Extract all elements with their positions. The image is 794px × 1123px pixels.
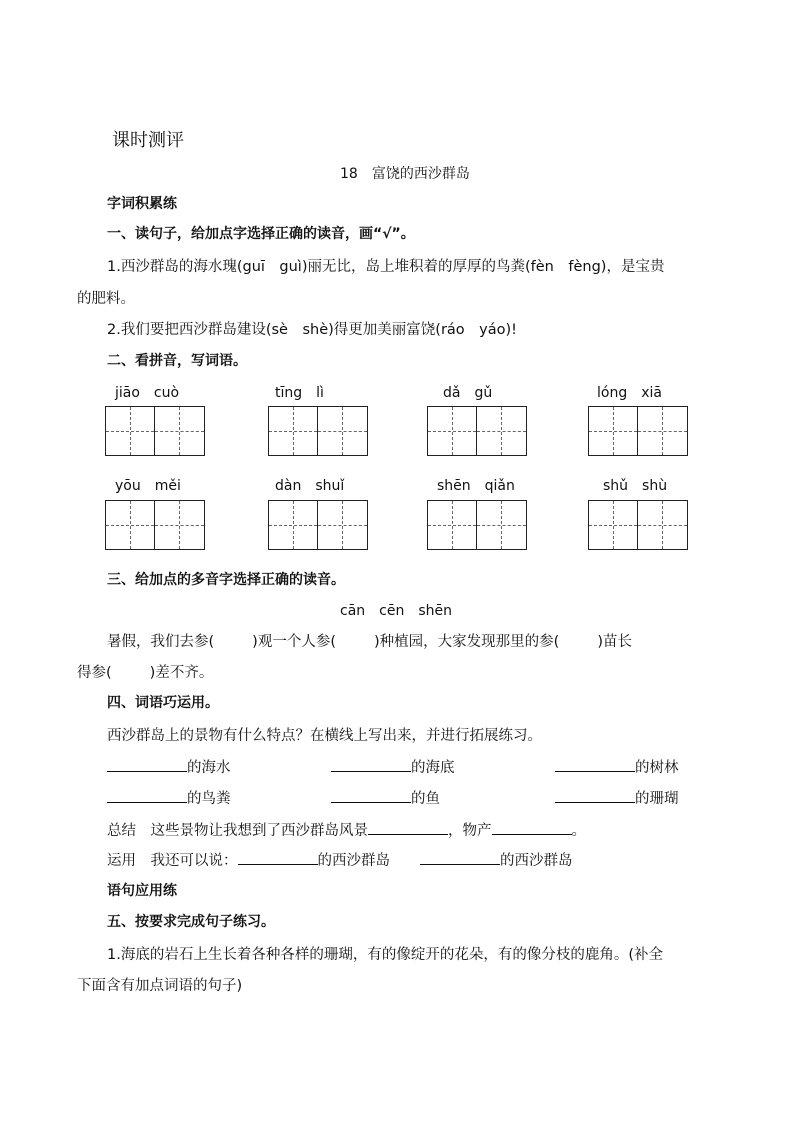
fill-item [555,756,679,777]
summary-line [107,819,586,840]
writing-grid[interactable] [588,500,688,550]
q3-text: )差不齐。 [149,665,214,681]
answer-line[interactable] [107,788,187,803]
question-5-heading: 五、按要求完成句子练习。 [107,914,275,930]
item-label: 的珊瑚 [635,791,679,807]
question-4-intro: 西沙群岛上的景物有什么特点？在横线上写出来，并进行拓展练习。 [107,728,542,744]
lesson-title: 18 富饶的西沙群岛 [340,166,470,182]
pinyin-label: jiāo cuò [115,385,180,401]
section-heading: 语句应用练 [107,883,177,899]
pinyin-label: dǎ gǔ [443,385,493,401]
question-4-heading: 四、词语巧运用。 [107,695,219,711]
use-line [107,849,573,870]
fill-item [555,787,679,808]
answer-line[interactable] [368,820,448,835]
use-text: 的西沙群岛 [500,853,573,869]
question-1-heading: 一、读句子，给加点字选择正确的读音，画“√”。 [107,226,415,242]
q3-text: )种植园，大家发现那里的参( [374,634,560,650]
summary-label: 总结 这些景物让我想到了西沙群岛风景 [107,823,368,839]
writing-grid[interactable] [427,500,527,550]
section-heading: 字词积累练 [107,196,177,212]
writing-grid[interactable] [268,500,368,550]
writing-grid[interactable] [268,406,368,456]
writing-grid[interactable] [105,406,205,456]
pinyin-label: lóng xiā [597,385,662,401]
summary-mid: ，物产 [448,823,492,839]
item-label: 的树林 [635,760,679,776]
answer-line[interactable] [555,788,635,803]
item-label: 的鸟粪 [187,791,231,807]
question-2-heading: 二、看拼音，写词语。 [107,353,247,369]
pinyin-label: shēn qiǎn [437,478,515,494]
question-3-heading: 三、给加点的多音字选择正确的读音。 [107,572,345,588]
q3-text: )苗长 [597,634,632,650]
use-label: 运用 我还可以说： [107,853,238,869]
question-5-sentence-cont: 下面含有加点词语的句子) [77,978,243,994]
use-text: 的西沙群岛 [317,853,390,869]
answer-line[interactable] [107,757,187,772]
pinyin-label: shǔ shù [603,478,668,494]
fill-item [331,756,455,777]
question-1-sentence-1-cont: 的肥料。 [77,291,135,307]
item-label: 的鱼 [411,791,440,807]
pinyin-label: yōu měi [115,478,181,494]
question-3-line-1 [107,630,632,651]
answer-line[interactable] [555,757,635,772]
q3-text: 得参( [77,665,112,681]
question-5-sentence: 1.海底的岩石上生长着各种各样的珊瑚，有的像绽开的花朵，有的像分枝的鹿角。(补全 [107,947,663,963]
summary-end: 。 [571,823,586,839]
item-label: 的海水 [187,760,231,776]
q3-text: 暑假，我们去参( [107,634,215,650]
answer-line[interactable] [420,850,500,865]
writing-grid[interactable] [105,500,205,550]
answer-line[interactable] [492,820,572,835]
question-1-sentence-2: 2.我们要把西沙群岛建设(sè shè)得更加美丽富饶(ráo yáo)! [107,322,517,338]
writing-grid[interactable] [427,406,527,456]
fill-item [331,787,440,808]
question-3-line-2 [77,661,213,682]
pinyin-label: tīng lì [275,385,324,401]
fill-item [107,756,231,777]
answer-line[interactable] [331,757,411,772]
writing-grid[interactable] [588,406,688,456]
answer-line[interactable] [331,788,411,803]
pinyin-options: cān cēn shēn [340,603,452,619]
answer-line[interactable] [238,850,318,865]
item-label: 的海底 [411,760,455,776]
q3-text: )观一个人参( [252,634,336,650]
page-title: 课时测评 [112,130,184,151]
fill-item [107,787,231,808]
pinyin-label: dàn shuǐ [275,478,345,494]
question-1-sentence-1: 1.西沙群岛的海水瑰(guī guì)丽无比，岛上堆积着的厚厚的鸟粪(fèn fèng)，是宝贵 [107,259,665,275]
